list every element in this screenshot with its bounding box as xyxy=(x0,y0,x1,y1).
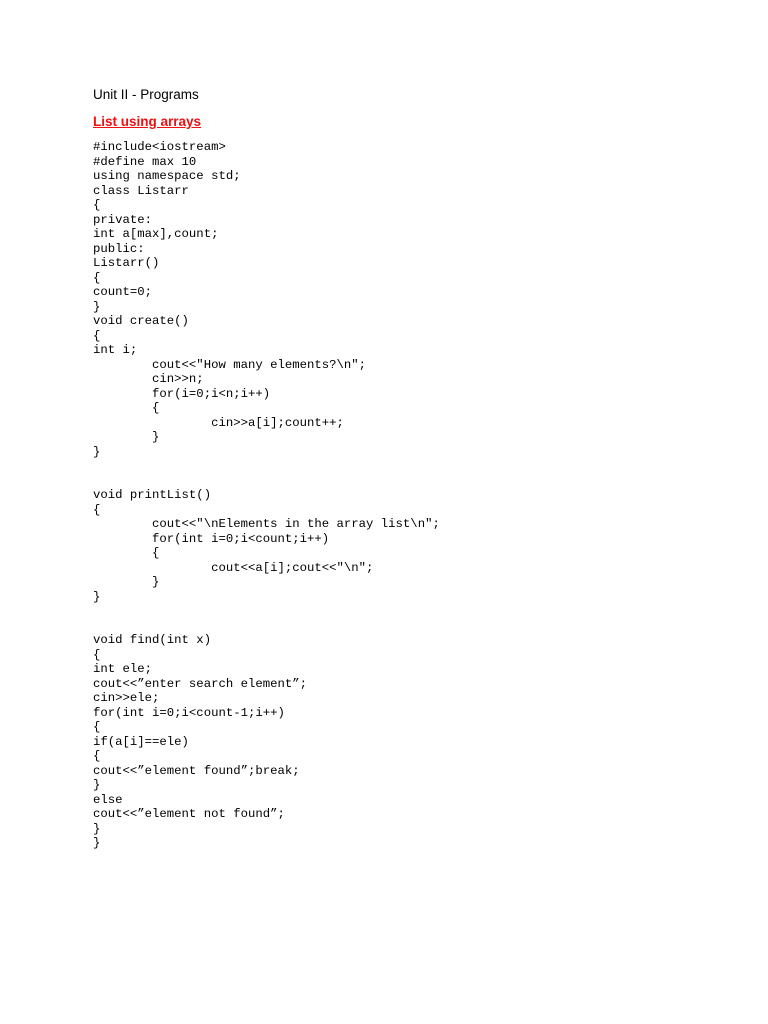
code-line: { xyxy=(93,749,101,763)
code-line: void create() xyxy=(93,314,189,328)
code-line: cout<<”enter search element”; xyxy=(93,676,308,691)
code-line: int i; xyxy=(93,343,138,357)
code-line: for(i=0;i<n;i++) xyxy=(93,386,271,401)
code-line: count=0; xyxy=(93,285,153,299)
code-line: cout<<a[i];cout<<"\n"; xyxy=(93,560,374,575)
code-line: private: xyxy=(93,212,153,227)
code-line: cin>>a[i];count++; xyxy=(93,415,344,430)
code-line: Listarr() xyxy=(93,256,160,270)
code-line: for(int i=0;i<count-1;i++) xyxy=(93,705,285,720)
code-line: if(a[i]==ele) xyxy=(93,734,189,749)
code-line: using namespace std; xyxy=(93,169,241,183)
code-line: public: xyxy=(93,241,145,256)
code-line: { xyxy=(93,198,101,212)
code-line: { xyxy=(93,502,101,517)
code-line: { xyxy=(93,546,160,560)
code-line: cout<<"\nElements in the array list\n"; xyxy=(93,517,440,531)
code-line: class Listarr xyxy=(93,183,189,198)
code-line: int a[max],count; xyxy=(93,227,219,241)
code-line: cout<<”element not found”; xyxy=(93,807,285,821)
code-line: void find(int x) xyxy=(93,633,212,647)
code-line: } xyxy=(93,444,101,459)
code-line: { xyxy=(93,328,101,343)
code-line: #include<iostream> xyxy=(93,140,226,154)
code-line: { xyxy=(93,647,101,662)
code-line: for(int i=0;i<count;i++) xyxy=(93,531,330,546)
code-line xyxy=(93,459,440,474)
code-line xyxy=(93,474,440,489)
code-line: { xyxy=(93,720,101,734)
code-line: int ele; xyxy=(93,662,153,676)
section-title: List using arrays xyxy=(93,114,202,129)
code-line: cin>>n; xyxy=(93,372,204,386)
code-line: void printList() xyxy=(93,488,212,502)
code-line: } xyxy=(93,836,101,850)
code-line: #define max 10 xyxy=(93,154,197,169)
code-line: } xyxy=(93,589,101,604)
code-line: { xyxy=(93,270,101,285)
code-line xyxy=(93,619,440,634)
code-line: else xyxy=(93,792,123,807)
code-line: } xyxy=(93,430,160,444)
code-line: } xyxy=(93,778,101,792)
code-line xyxy=(93,604,440,619)
code-line: cout<<"How many elements?\n"; xyxy=(93,357,367,372)
code-line: } xyxy=(93,299,101,314)
code-listing xyxy=(93,140,440,851)
code-line: } xyxy=(93,575,160,589)
code-line: cin>>ele; xyxy=(93,691,160,705)
code-line: { xyxy=(93,401,160,415)
code-line: } xyxy=(93,821,101,836)
code-line: cout<<”element found”;break; xyxy=(93,763,300,778)
page-heading: Unit II - Programs xyxy=(93,87,199,102)
